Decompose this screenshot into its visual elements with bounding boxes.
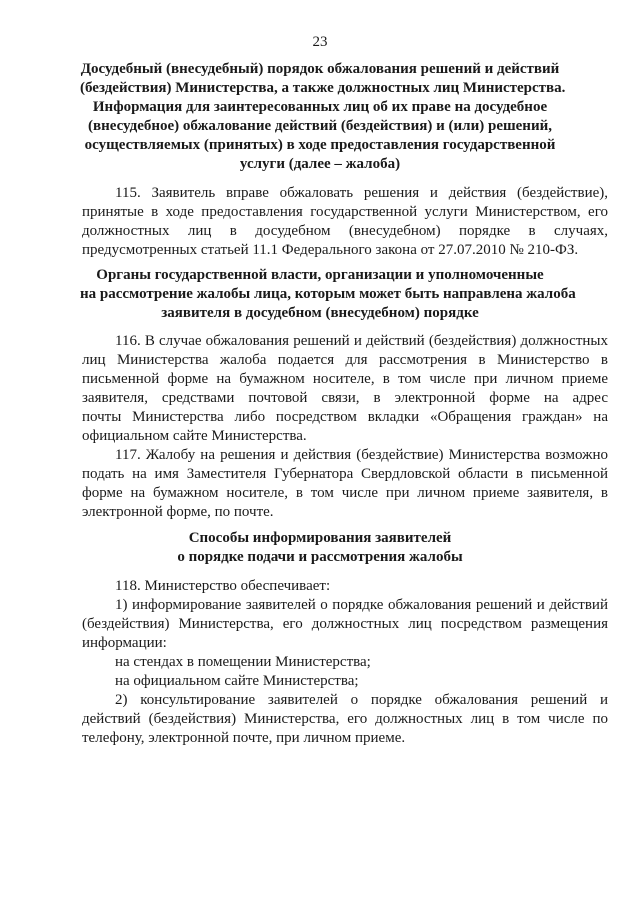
heading-line: Досудебный (внесудебный) порядок обжалования решений и действий bbox=[80, 61, 560, 77]
list-item-line: 2) консультирование заявителей о порядке обжалования решений и bbox=[115, 692, 608, 708]
heading-line: Способы информирования заявителей bbox=[188, 530, 452, 546]
paragraph-115 bbox=[82, 184, 608, 260]
paragraph-line: предусмотренных статьей 11.1 Федерального закона от 27.07.2010 № 210-ФЗ. bbox=[82, 242, 579, 258]
paragraph-line: письменной форме на бумажном носителе, в том числе при личном приеме bbox=[82, 371, 608, 387]
paragraph-118 bbox=[82, 577, 608, 748]
heading-line: Информация для заинтересованных лиц об их праве на досудебное bbox=[92, 99, 548, 115]
sub-item: на официальном сайте Министерства; bbox=[115, 673, 359, 689]
paragraph-line: подать на имя Заместителя Губернатора Свердловской области в письменной bbox=[82, 466, 608, 482]
paragraph-line: почты Министерства либо посредством вкладки «Обращения граждан» на bbox=[82, 409, 608, 425]
paragraph-line: 116. В случае обжалования решений и действий (бездействия) должностных bbox=[115, 333, 608, 349]
heading-line: на рассмотрение жалобы лица, которым может быть направлена жалоба bbox=[80, 286, 576, 302]
paragraph-line: электронной форме, по почте. bbox=[82, 504, 274, 520]
paragraph-line: лиц Министерства жалоба подается для рассмотрения в Министерство в bbox=[82, 352, 608, 368]
heading-line: заявителя в досудебном (внесудебном) порядке bbox=[161, 305, 479, 321]
section-heading-pre-trial-appeal bbox=[80, 60, 566, 174]
list-item-line: информации: bbox=[82, 635, 167, 651]
heading-line: о порядке подачи и рассмотрения жалобы bbox=[177, 549, 463, 565]
heading-line: осуществляемых (принятых) в ходе предоставления государственной bbox=[84, 137, 556, 153]
paragraph-line: форме на бумажном носителе, в том числе при личном приеме заявителя, в bbox=[82, 485, 608, 501]
list-item-line: (бездействия) Министерства, его должностных лиц посредством размещения bbox=[82, 616, 608, 632]
paragraph-line: 115. Заявитель вправе обжаловать решения и действия (бездействие), bbox=[115, 185, 608, 201]
paragraph-line: должностных лиц в досудебном (внесудебном) порядке в случаях, bbox=[82, 223, 608, 239]
section-heading-informing-methods bbox=[80, 529, 560, 567]
heading-line: (бездействия) Министерства, а также должностных лиц Министерства. bbox=[80, 80, 566, 96]
page-number: 23 bbox=[312, 34, 328, 50]
paragraph-line: принятые в ходе предоставления государственной услуги Министерством, его bbox=[82, 204, 608, 220]
heading-line: (внесудебное) обжалование действий (бездействия) и (или) решений, bbox=[88, 118, 552, 134]
paragraph-116 bbox=[82, 332, 608, 446]
heading-line: услуги (далее – жалоба) bbox=[239, 156, 401, 172]
paragraph-line: официальном сайте Министерства. bbox=[82, 428, 307, 444]
paragraph-line: заявителя, средствами почтовой связи, в электронной форме на адрес bbox=[82, 390, 608, 406]
paragraph-intro: 118. Министерство обеспечивает: bbox=[115, 578, 331, 594]
sub-item: на стендах в помещении Министерства; bbox=[115, 654, 371, 670]
list-item-line: 1) информирование заявителей о порядке обжалования решений и действий bbox=[115, 597, 608, 613]
paragraph-117 bbox=[82, 446, 608, 522]
paragraph-line: 117. Жалобу на решения и действия (бездействие) Министерства возможно bbox=[115, 447, 608, 463]
list-item-line: действий (бездействия) Министерства, его должностных лиц в том числе по bbox=[82, 711, 608, 727]
section-heading-appeal-bodies bbox=[80, 266, 576, 323]
heading-line: Органы государственной власти, организации и уполномоченные bbox=[96, 267, 544, 283]
list-item-line: телефону, электронной почте, при личном приеме. bbox=[82, 730, 406, 746]
